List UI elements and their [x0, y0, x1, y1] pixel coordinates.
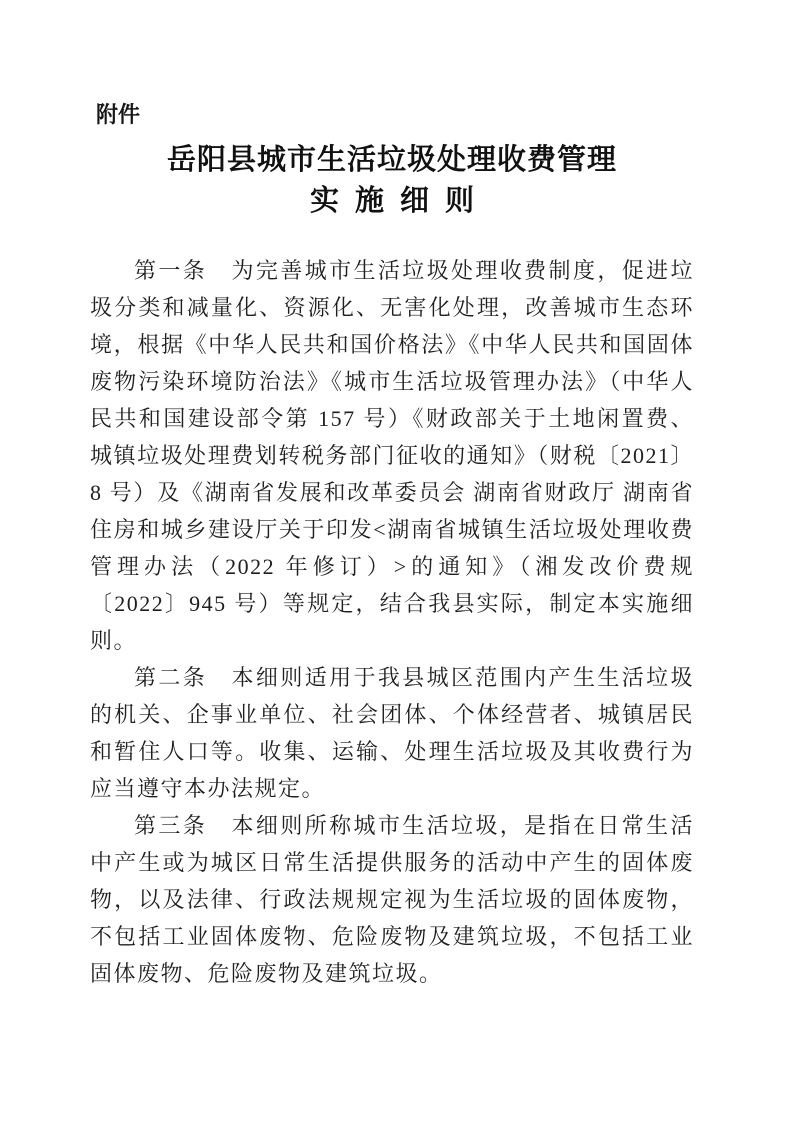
paragraph-article-2: 第二条 本细则适用于我县城区范围内产生生活垃圾的机关、企事业单位、社会团体、个体经营者、城镇居民和暂住人口等。收集、运输、处理生活垃圾及其收费行为应当遵守本办法规定。 — [90, 665, 694, 801]
paragraph-article-1: 第一条 为完善城市生活垃圾处理收费制度，促进垃圾分类和减量化、资源化、无害化处理，改善城市生态环境，根据《中华人民共和国价格法》《中华人民共和国固体废物污染环境防治法》《城市生活垃圾管理办法》（中华人民共和国建设部令第 157 号）《财政部关于土地闲置费、城镇垃圾处理费划转税务部门征收的通知》（财税〔2021〕8 号）及《湖南省发展和改革委员会 湖南省财政厅 湖南省住房和城乡建设厅关于印发<湖南省城镇生活垃圾处理收费管理办法（2022 年修订）>的通知》（湘发改价费规〔2022〕945 号）等规定，结合我县实际，制定本实施细则。 — [90, 258, 694, 653]
attachment-label: 附件 — [96, 102, 141, 127]
document-body — [90, 252, 694, 992]
paragraph-article-3: 第三条 本细则所称城市生活垃圾，是指在日常生活中产生或为城区日常生活提供服务的活动中产生的固体废物，以及法律、行政法规规定视为生活垃圾的固体废物，不包括工业固体废物、危险废物及建筑垃圾，不包括工业固体废物、危险废物及建筑垃圾。 — [90, 813, 694, 986]
document-title-line1: 岳阳县城市生活垃圾处理收费管理 — [166, 144, 617, 176]
document-title-line2: 实施细则 — [309, 185, 490, 217]
document-title — [88, 140, 696, 222]
